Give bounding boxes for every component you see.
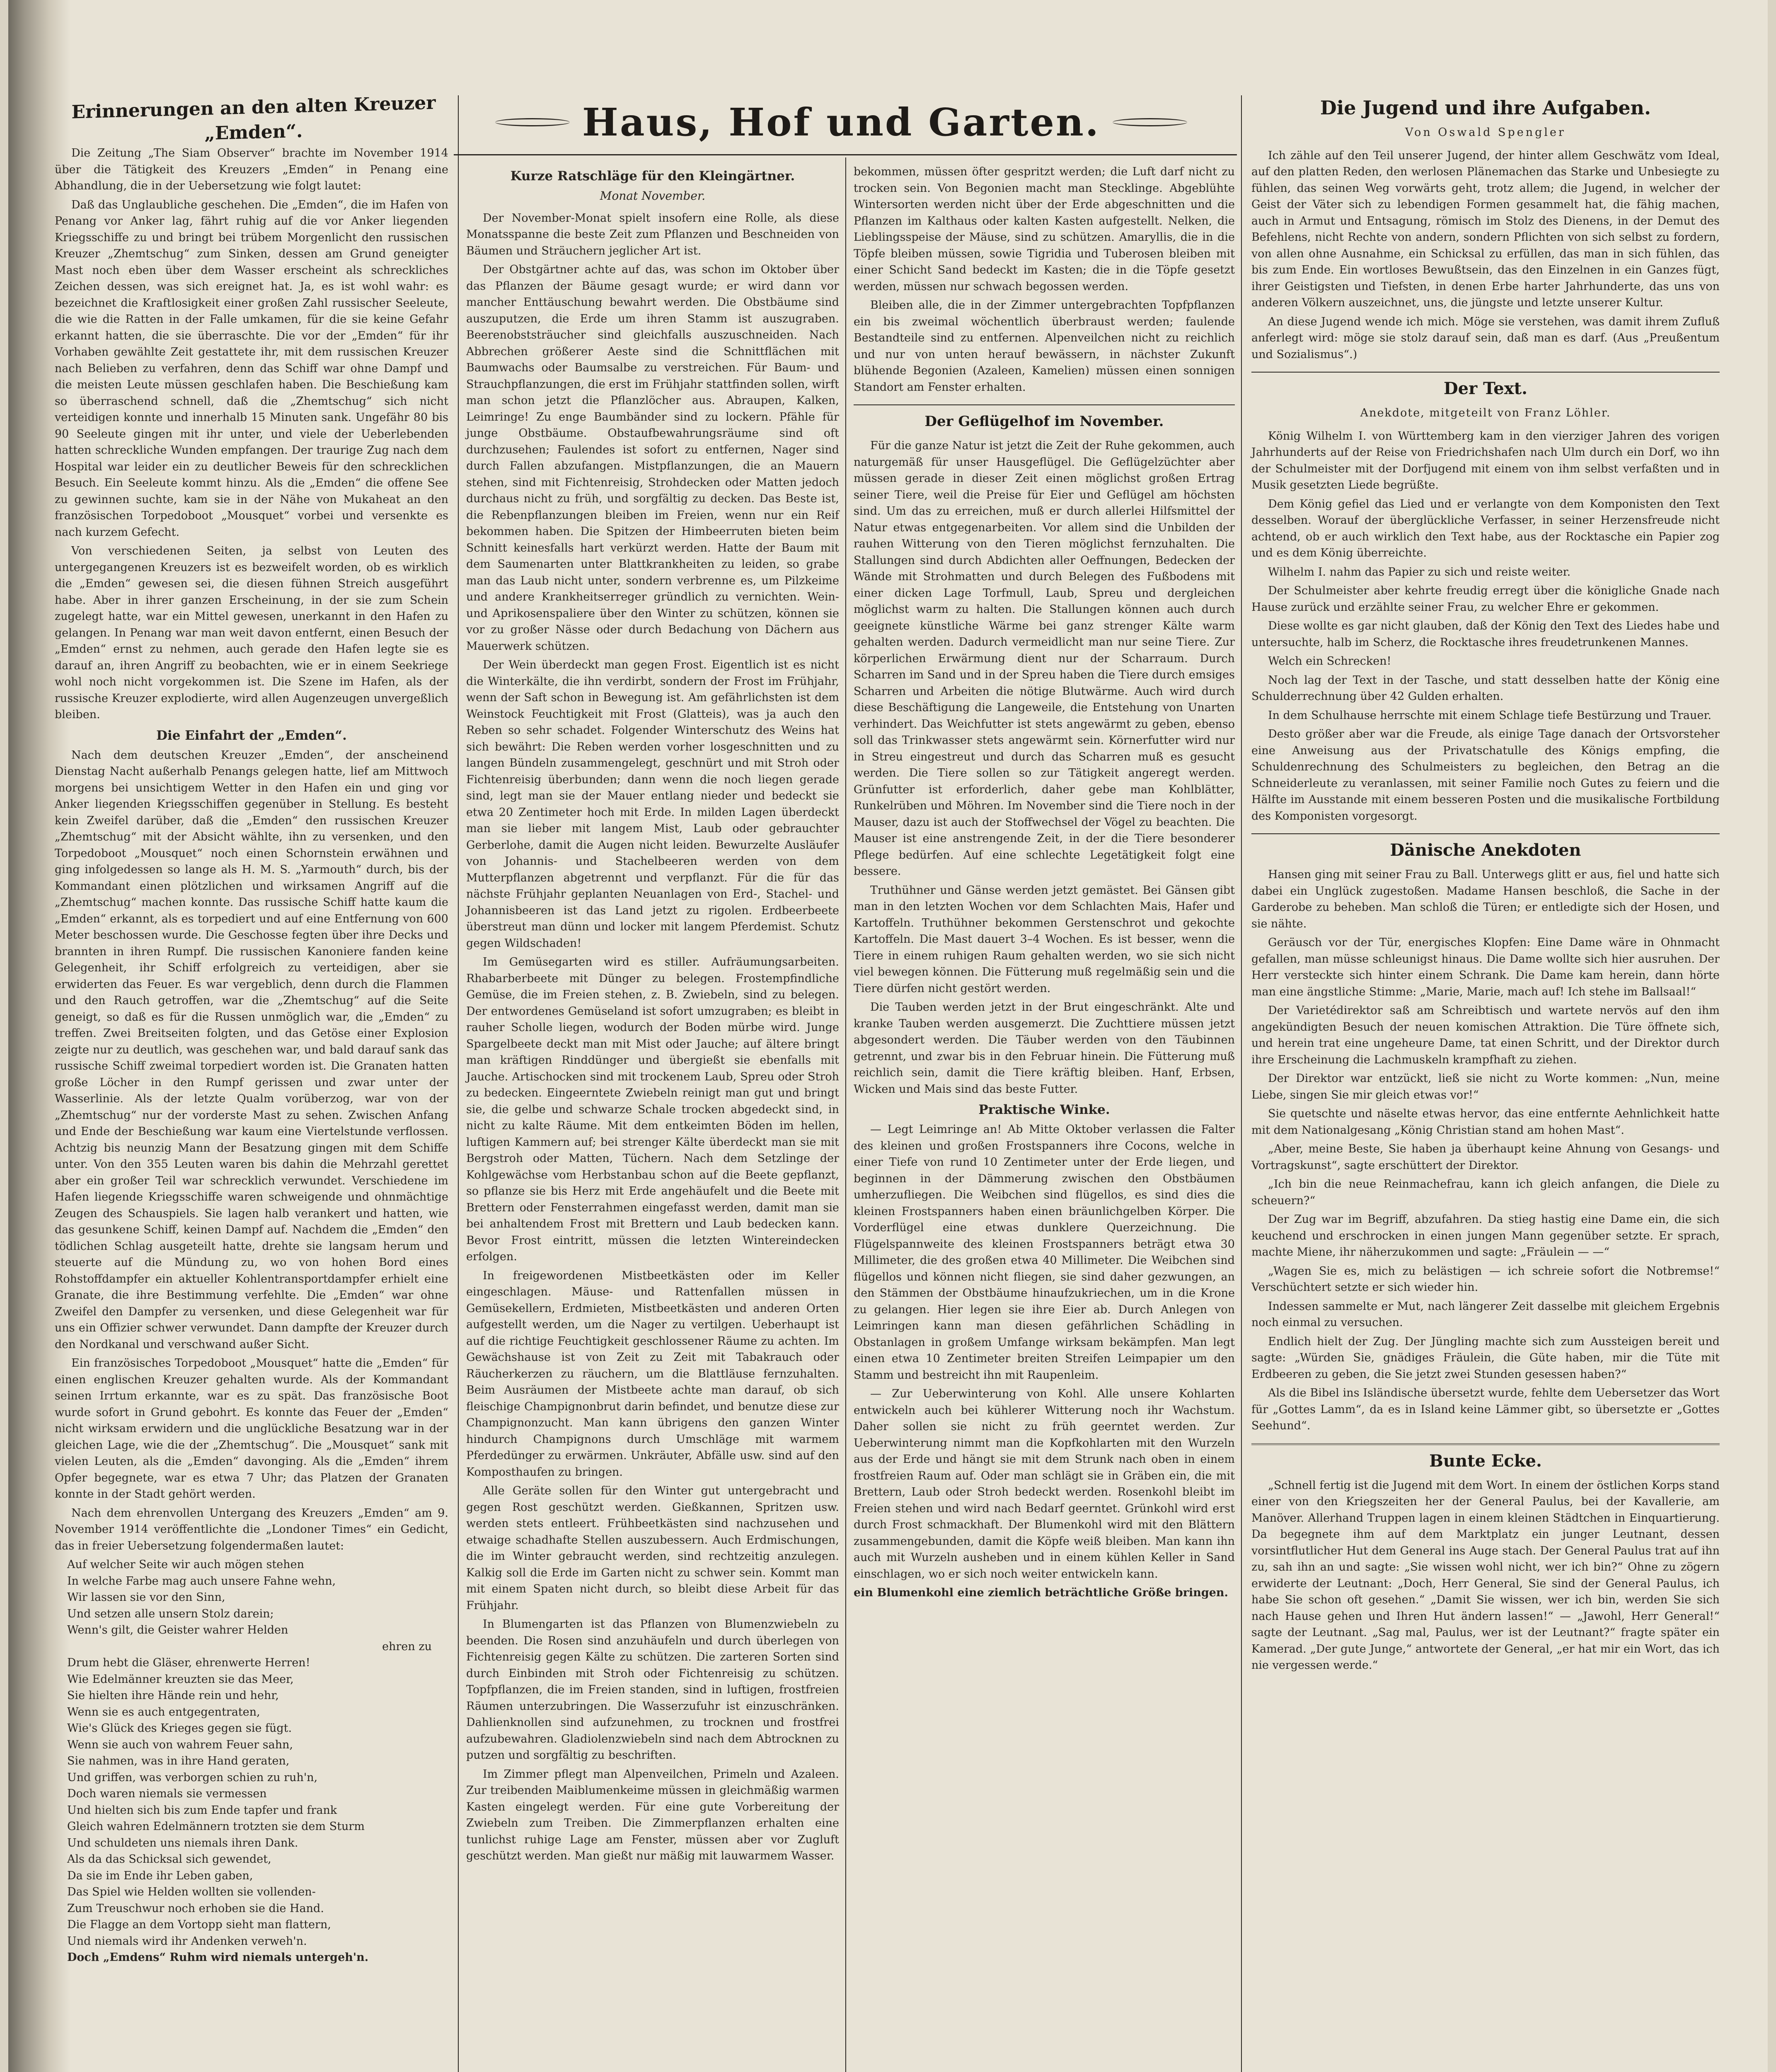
paragraph: Bleiben alle, die in der Zimmer untergebrachten Topfpflanzen ein bis zweimal wöchentlich überbraust werden; faulende Bestandteile sind zu entfernen. Alpenveilchen nicht zu reichlich und nur von unten herauf bewässern, in nächster Zukunft blühende Begonien (Azaleen, Kamelien) müssen einen sonnigen Standort am Fenster erhalten. [854, 299, 1235, 394]
paragraph: An diese Jugend wende ich mich. Möge sie verstehen, was damit ihrem Zufluß anferlegt wird: möge sie stolz darauf sein, daß man es darf. (Aus „Preußentum und Sozialismus“.) [1251, 315, 1720, 361]
paragraph: „Schnell fertig ist die Jugend mit dem Wort. In einem der östlichen Korps stand einer von den Kriegszeiten her der General Paulus, bei der Kavallerie, am Manöver. Allerhand Truppen lagen in einem kleinen Städtchen in Einquartierung. Da begegnete ihm auf dem Marktplatz ein junger Leutnant, dessen vorsintflutlicher Hut dem General ins Auge stach. Der General Paulus trat auf ihn zu, sah ihn an und sagte: „Sie wissen wohl nicht, wer ich bin?“ Ohne zu zögern erwiderte der Leutnant: „Doch, Herr General, Sie sind der General Paulus, ich habe Sie schon oft gesehen.“ „Damit Sie wissen, wer ich bin, werden Sie sich nach Hause gehen und Ihren Hut ändern lassen!“ — „Jawohl, Herr General!“ sagte der Leutnant. „Sag mal, Paulus, wer ist der Leutnant?“ fragte später ein Kamerad. „Der gute Junge,“ antwortete der General, „er hat mir ein Wort, das ich nie vergessen werde.“ [1251, 1479, 1720, 1672]
poem-line: Und hielten sich bis zum Ende tapfer und frank [67, 1803, 337, 1817]
paragraph: Im Zimmer pflegt man Alpenveilchen, Primeln und Azaleen. Zur treibenden Maiblumenkeime müssen in gleichmäßig warmen Kasten eingelegt werden. Für eine gute Vorbereitung der Zwiebeln zum Treiben. Die Zimmerpflanzen erhalten eine tunlichst ruhige Lage am Fenster, müssen aber vor Zugluft geschützt werden. Man gießt nur mäßig mit lauwarmem Wasser. [466, 1767, 839, 1862]
paragraph: Von verschiedenen Seiten, ja selbst von Leuten des untergegangenen Kreuzers ist es bezweifelt worden, ob es wirklich die „Emden“ gewesen sei, die diesen fühnen Streich ausgeführt habe. Aber in ihrer ganzen Erscheinung, in der sie zum Schein zugelegt hatte, war ein Mittel gewesen, unerkannt in den Hafen zu gelangen. In Penang war man weit davon entfernt, einen Besuch der „Emden“ ernst zu nehmen, auch gerade den Hafen legte sie es darauf an, ihren Angriff zu beobachten, wie er in einem Seekriege wohl noch nicht vorgekommen ist. Die Szene im Hafen, als der russische Kreuzer explodierte, wird allen Augenzeugen unvergeßlich bleiben. [55, 545, 448, 721]
column-emden [55, 145, 448, 1966]
paragraph: Im Gemüsegarten wird es stiller. Aufräumungsarbeiten. Rhabarberbeete mit Dünger zu belegen. Frostempfindliche Gemüse, die im Freien stehen, z. B. Zwiebeln, sind zu belegen. Der entwordenes Gemüseland ist sofort umzugraben; es bleibt in rauher Scholle liegen, wodurch der Boden mürbe wird. Junge Spargelbeete deckt man mit Mist oder Jauche; auf ältere bringt man kräftigen Rinddünger und übergießt sie ebenfalls mit Jauche. Artischocken sind mit trockenem Laub, Spreu oder Stroh zu bedecken. Eingeerntete Zwiebeln reinigt man gut und bringt sie, die gelbe und schwarze Schale trocken abgedeckt sind, in nicht zu kalte Räume. Mit dem entkeimten Böden im hellen, luftigen Kammern auf; bei strenger Kälte überdeckt man sie mit Bergstroh oder Matten, Tüchern. Nach dem Setzlinge der Kohlgewächse vom Herbstanbau schon auf die Beete gepflanzt, so pflanze sie bis Herz mit Erde angehäufelt und die Beete mit Brettern oder Fensterrahmen eingefasst werden, damit man sie bei anhaltendem Frost mit Brettern und Laub bedecken kann. Bevor Frost eintritt, müssen die letzten Wintereindecken erfolgen. [466, 956, 839, 1263]
poem-line: Zum Treuschwur noch erhoben sie die Hand. [67, 1902, 324, 1915]
paragraph: Welch ein Schrecken! [1268, 655, 1391, 668]
paragraph: Dem König gefiel das Lied und er verlangte von dem Komponisten den Text desselben. Worauf der überglückliche Verfasser, in seiner Herzensfreude nicht achtend, ob er auch wirklich den Text habe, aus der Rocktasche ein Papier zog und es dem König überreichte. [1251, 497, 1720, 559]
paragraph: Der Varietédirektor saß am Schreibtisch und wartete nervös auf den ihm angekündigten Besuch der neuen komischen Attraktion. Die Türe öffnete sich, und herein trat eine ungeheure Dame, tat einen Schritt, und der Direktor durch ihre Erscheinung die Lachmuskeln krampfhaft zu ziehen. [1251, 1004, 1720, 1066]
paragraph: bekommen, müssen öfter gespritzt werden; die Luft darf nicht zu trocken sein. Von Begonien macht man Stecklinge. Abgeblühte Wintersorten werden nicht über der Erde abgeschnitten und die Pflanzen im Kalthaus oder kalten Kasten aufgestellt. Nelken, die Lieblingsspeise der Mäuse, sind zu schützen. Amaryllis, die in die Töpfe bleiben müssen, sowie Tigridia und Tuberosen bleiben mit einer Schicht Sand bedeckt im Kasten; die in die Töpfe gesetzt werden, müssen nur schwach begossen werden. [854, 165, 1235, 293]
masthead-title: Haus, Hof und Garten. [582, 100, 1100, 145]
paragraph: In dem Schulhause herrschte mit einem Schlage tiefe Bestürzung und Trauer. [1268, 709, 1712, 722]
article-heading-jugend: Die Jugend und ihre Aufgaben. [1320, 97, 1651, 119]
article-heading-daenische-anekdoten: Dänische Anekdoten [1251, 833, 1720, 861]
poem-line: Wenn sie auch von wahrem Feuer sahn, [67, 1738, 293, 1751]
paragraph: „Wagen Sie es, mich zu belästigen — ich schreie sofort die Notbremse!“ Verschüchtert setzte er sich wieder hin. [1251, 1264, 1720, 1294]
sub-heading-praktische-winke: Praktische Winke. [978, 1102, 1110, 1117]
paragraph: König Wilhelm I. von Württemberg kam in den vierziger Jahren des vorigen Jahrhunderts auf der Reise von Friedrichshafen nach Ulm durch ein Dorf, wo ihn der Schulmeister mit der Dorfjugend mit einem von ihm selbst verfaßten und in Musik gesetzten Liede begrüßte. [1251, 429, 1720, 491]
poem-line: Drum hebt die Gläser, ehrenwerte Herren! [67, 1656, 310, 1669]
poem-line: Das Spiel wie Helden wollten sie vollenden- [67, 1886, 316, 1898]
poem-line: ehren zu [382, 1640, 432, 1653]
poem-line: Wir lassen sie vor den Sinn, [67, 1591, 225, 1604]
byline: Von Oswald Spengler [1405, 126, 1566, 139]
section-masthead [448, 87, 1235, 157]
paragraph: Nach dem ehrenvollen Untergang des Kreuzers „Emden“ am 9. November 1914 veröffentlichte die „Londoner Times“ ein Gedicht, das in freier Uebersetzung folgendermaßen lautet: [55, 1506, 448, 1552]
paragraph: Nach dem deutschen Kreuzer „Emden“, der anscheinend Dienstag Nacht außerhalb Penangs gelegen hatte, lief am Mittwoch morgens bei unsichtigem Wetter in den Hafen ein und ging vor Anker liegenden Kriegsschiffen gegenüber in Stellung. Es besteht kein Zweifel darüber, daß die „Emden“ den russischen Kreuzer „Zhemtschug“ mit der Absicht wählte, ihn zu versenken, und den Torpedoboot „Mousquet“ noch einen Schornstein erwähnen und ging infolgedessen so lange als H. M. S. „Yarmouth“ durch, bis der Kommandant einen plötzlichen und wirksamen Angriff auf die „Zhemtschug“ machen konnte. Das russische Schiff hatte kaum die „Emden“ erkannt, als es torpediert und auf eine Entfernung von 600 Meter beschossen wurde. Die Geschosse fegten über ihre Decks und brannten in ihren Rumpf. Die russischen Kanoniere fanden keine Gelegenheit, ihr Schiff erfolgreich zu verteidigen, aber sie erwiderten das Feuer. Es war vergeblich, denn durch die Flammen und den Rauch getroffen, war die „Zhemtschug“ auf die Seite geneigt, so daß es für die Russen unmöglich war, die „Emden“ zu treffen. Zwei Breitseiten folgten, und das Getöse einer Explosion zeigte nur zu deutlich, was geschehen war, und bald darauf sank das russische Schiff zweimal torpediert worden ist. Die Granaten hatten große Löcher in den Rumpf gerissen und zwar unter der Wasserlinie. Als der letzte Qualm vorüberzog, war von der „Zhemtschug“ nur der vorderste Mast zu sehen. Zwischen Anfang und Ende der Beschießung war kaum eine Viertelstunde verflossen. Achtzig bis neunzig Mann der Besatzung gingen mit dem Schiffe unter. Von den 355 Leuten waren bis dahin die Mehrzahl gerettet aber ein großer Teil war schrecklich verwundet. Verschiedene im Hafen liegende Kriegsschiffe waren schweigende und ohnmächtige Zeugen des Schauspiels. Sie lagen halb verankert und hatten, wie das gesunkene Schiff, keinen Dampf auf. Nachdem die „Emden“ den tödlichen Schlag ausgeteilt hatte, drehte sie langsam herum und steuerte auf die Mündung zu, wo von hohen Bord eines Rohstoffdampfer ein aktueller Kohlentransportdampfer erhielt eine Granate, die ihre Bestimmung verfehlte. Die „Emden“ war ohne Zweifel den Dampfer zu versenken, und diese Gelegenheit war für uns ein Offizier schwer verwundet. Dann dampfte der Kreuzer durch den Nordkanal und verschwand außer Sicht. [55, 748, 448, 1351]
paragraph: Geräusch vor der Tür, energisches Klopfen: Eine Dame wäre in Ohnmacht gefallen, man müsse schleunigst hinaus. Die Dame wollte sich hier ausruhen. Der Herr versteckte sich hinter einem Schrank. Die Dame kam herein, dann hörte man eine ängstliche Stimme: „Marie, Marie, mach auf! Ich stehe im Ballsaal!“ [1251, 936, 1720, 998]
poem-line: Gleich wahren Edelmännern trotzten sie dem Sturm [67, 1820, 365, 1833]
poem-line: Wie's Glück des Krieges gegen sie fügt. [67, 1722, 292, 1735]
article-heading-text: Der Text. [1251, 372, 1720, 399]
byline: Anekdote, mitgeteilt von Franz Löhler. [1360, 407, 1611, 419]
column-garden-advice [466, 164, 839, 1867]
paragraph: Endlich hielt der Zug. Der Jüngling machte sich zum Aussteigen bereit und sagte: „Würden Sie, gnädiges Fräulein, die Güte haben, mir die Tüte mit Erdbeeren zu geben, die Sie jetzt zwei Stunden gesessen haben?“ [1251, 1335, 1720, 1381]
paragraph: Noch lag der Text in der Tasche, und statt desselben hatte der König eine Schulderrechnung über 42 Gulden erhalten. [1251, 673, 1720, 703]
poem-line: Wenn's gilt, die Geister wahrer Helden [67, 1624, 288, 1636]
poem-line: Und setzen alle unsern Stolz darein; [67, 1607, 274, 1620]
ornament-left [495, 118, 570, 126]
paragraph: Wilhelm I. nahm das Papier zu sich und reiste weiter. [1268, 565, 1571, 579]
paragraph: Truthühner und Gänse werden jetzt gemästet. Bei Gänsen gibt man in den letzten Wochen vor dem Schlachten Mais, Hafer und Kartoffeln. Truthühner bekommen Gerstenschrot und gekochte Kartoffeln. Die Mast dauert 3–4 Wochen. Es ist besser, wenn die Tiere in einem ruhigen Raum gehalten werden, wo sie sich nicht viel bewegen können. Die Fütterung muß regelmäßig sein und die Tiere dürfen nicht gestört werden. [854, 884, 1235, 995]
poem-line: Die Flagge an dem Vortopp sieht man flattern, [67, 1918, 331, 1931]
paragraph: Desto größer aber war die Freude, als einige Tage danach der Ortsvorsteher eine Anweisung aus der Privatschatulle des Königs empfing, die Schuldenrechnung des Schulmeisters zu begleichen, den Betrag an die Schneiderleute zu veranlassen, mit seiner Familie noch Gutes zu feiern und die Hälfte im Ausstande mit einem besseren Posten und die musikalische Fortbildung des Komponisten vorgesorgt. [1251, 728, 1720, 823]
poem-line: Als da das Schicksal sich gewendet, [67, 1853, 271, 1866]
article-heading-kleingaertner: Kurze Ratschläge für den Kleingärtner. [510, 169, 795, 184]
paragraph: Der Direktor war entzückt, ließ sie nicht zu Worte kommen: „Nun, meine Liebe, singen Sie mir gleich etwas vor!“ [1251, 1072, 1720, 1101]
paragraph: „Ich bin die neue Reinmachefrau, kann ich gleich anfangen, die Diele zu scheuern?“ [1251, 1178, 1720, 1207]
paragraph: Der Wein überdeckt man gegen Frost. Eigentlich ist es nicht die Winterkälte, die ihn verdirbt, sondern der Frost im Frühjahr, wenn der Saft schon in Bewegung ist. Am gefährlichsten ist dem Weinstock Feuchtigkeit mit Frost (Glatteis), was ja auch den Reben so sehr schadet. Folgender Winterschutz des Weins hat sich bewährt: Die Reben werden vorher losgeschnitten und zu langen Bündeln zusammengelegt, geschnürt und mit Stroh oder Fichtenreisig überbunden; dann wenn die noch liegen gerade sind, legt man sie der Mauer entlang nieder und bedeckt sie etwa 20 Zentimeter hoch mit Erde. In milden Lagen überdeckt man sie lieber mit langem Mist, Laub oder gebrauchter Gerberlohe, damit die Augen nicht leiden. Bewurzelte Ausläufer von Johannis- und Stachelbeeren werden von dem Mutterpflanzen abgetrennt und verpflanzt. Für die für das nächste Frühjahr geplanten Neuanlagen von Erd-, Stachel- und Johannisbeeren ist das Land jetzt zu rigolen. Erdbeerbeete überstreut man dünn und locker mit langem Pferdemist. Schutz gegen Wildschaden! [466, 658, 839, 950]
poem-line: Wenn sie es auch entgegentraten, [67, 1705, 260, 1719]
poem-line-final: Doch „Emdens“ Ruhm wird niemals untergeh'n. [67, 1951, 369, 1964]
sub-heading: Die Einfahrt der „Emden“. [156, 728, 347, 743]
paragraph: Für die ganze Natur ist jetzt die Zeit der Ruhe gekommen, auch naturgemäß für unser Hausgeflügel. Die Geflügelzüchter aber müssen gerade in dieser Zeit einen möglichst großen Ertrag seiner Tiere, weil die Preise für Eier und Geflügel am höchsten sind. Um das zu erreichen, muß er durch allerlei Hilfsmittel der Natur etwas entgegenarbeiten. Vor allem sind die Unbilden der rauhen Witterung von den Tieren möglichst fernzuhalten. Die Stallungen sind durch Abdichten aller Oeffnungen, Bedecken der Wände mit Strohmatten und durch Belegen des Fußbodens mit einer dicken Lage Torfmull, Laub, Spreu und dergleichen möglichst warm zu halten. Die Stallungen können auch durch geeignete künstliche Wärme bei ganz strenger Kälte warm gehalten werden. Dadurch vermeidlicht man nur seine Tiere. Zur körperlichen Erwärmung dient nur der Scharraum. Durch Scharren im Sand und in der Spreu haben die Tiere durch emsiges Scharren und Arbeiten die nötige Blutwärme. Auch wird durch diese Beschäftigung die Langeweile, die Entstehung von Unarten verhindert. Das Weichfutter ist stets angewärmt zu geben, ebenso soll das Trinkwasser stets angewärmt sein. Körnerfutter wird nur in Streu eingestreut und durch das Scharren muß es gesucht werden. Die Tiere sollen so zur Tätigkeit angeregt werden. Grünfutter ist erforderlich, daher gebe man Kohlblätter, Runkelrüben und Möhren. Im November sind die Tiere noch in der Mauser, dazu ist auch der Stoffwechsel der Vögel zu beachten. Die Mauser ist eine anstrengende Zeit, in der die Tiere besonderer Pflege bedürfen. Auf eine schlechte Legetätigkeit folgt eine bessere. [854, 439, 1235, 878]
paragraph-closing: ein Blumenkohl eine ziemlich beträchtliche Größe bringen. [854, 1586, 1228, 1599]
ornament-right [1113, 118, 1187, 126]
paragraph: Sie quetschte und näselte etwas hervor, das eine entfernte Aehnlichkeit hatte mit dem Nationalgesang „König Christian stand am hohen Mast“. [1251, 1107, 1720, 1137]
paragraph: Ein französisches Torpedoboot „Mousquet“ hatte die „Emden“ für einen englischen Kreuzer gehalten wurde. Als der Kommandant seinen Irrtum erkannte, war es zu spät. Das französische Boot wurde sofort in Grund gebohrt. Es konnte das Feuer der „Emden“ nicht wirksam erwidern und die unglückliche Besatzung war in der gleichen Lage, wie die der „Zhemtschug“. Die „Mousquet“ sank mit vielen Leuten, als die „Emden“ davonging. Als die „Emden“ ihrem Opfer begegnete, war es etwa 7 Uhr; das Platzen der Granaten konnte in der Stadt gehört werden. [55, 1357, 448, 1501]
article-subheading: Monat November. [600, 189, 706, 203]
paragraph: Der Obstgärtner achte auf das, was schon im Oktober über das Pflanzen der Bäume gesagt wurde; er wird dann vor mancher Enttäuschung bewahrt werden. Die Obstbäume sind auszuputzen, die Erde um ihren Stamm ist auszugraben. Beerenobststräucher sind gleichfalls auszuschneiden. Nach Abbrechen größerer Aeste sind die Schnittflächen mit Baumwachs oder Baumsalbe zu verstreichen. Für Baum- und Strauchpflanzungen, die erst im Frühjahr stattfinden sollen, wirft man schon jetzt die Pflanzlöcher aus. Abraupen, Kalken, Leimringe! Zu enge Baumbänder sind zu lockern. Pfähle für junge Obstbäume. Obstaufbewahrungsräume sind oft durchzusehen; Faulendes ist sofort zu entfernen, Nager sind durch Fallen abzufangen. Mistpflanzungen, die an Mauern stehen, sind mit Fichtenreisig, Strohdecken oder Matten jedoch durchaus nicht zu früh, und sorgfältig zu decken. Das Beste ist, die Rebenpflanzungen bleiben im Freien, wenn nur ein Reif bekommen haben. Die Spitzen der Himbeerruten bieten beim Schnitt keinesfalls hart verkürzt werden. Hatte der Baum mit dem Saumenarten unter Blattkrankheiten zu leiden, so grabe man das Laub nicht unter, sondern verbrenne es, um Pilzkeime und andere Krankheitserreger gründlich zu vernichten. Wein- und Aprikosenspaliere über den Winter zu schützen, können sie vor zu großer Nässe oder durch Bedachung von Dächern aus Mauerwerk schützen. [466, 263, 839, 653]
paragraph: In freigewordenen Mistbeetkästen oder im Keller eingeschlagen. Mäuse- und Rattenfallen müssen in Gemüsekellern, Erdmieten, Mistbeetkästen und anderen Orten aufgestellt werden, um die Nager zu vertilgen. Ueberhaupt ist auf die richtige Feuchtigkeit geschlossener Räume zu achten. Im Gewächshause ist von Zeit zu Zeit mit Tabakrauch oder Räucherkerzen zu räuchern, um die Blattläuse fernzuhalten. Beim Ausräumen der Mistbeete achte man darauf, ob sich fleischige Champignonbrut darin befindet, und benutze diese zur Champignonzucht. Man kann übrigens den ganzen Winter hindurch Champignons durch Umschläge mit warmem Pferdedünger zu erwärmen. Unkräuter, Abfälle usw. sind auf den Komposthaufen zu bringen. [466, 1269, 839, 1479]
paragraph: Ich zähle auf den Teil unserer Jugend, der hinter allem Geschwätz vom Ideal, auf den platten Reden, den werlosen Plänemachen das Starke und Unbesiegte zu fühlen, das seinen Weg vorwärts geht, trotz allem; die Jugend, in welcher der Geist der Väter sich zu lebendigen Formen gesammelt hat, die fähig machen, auch in Armut und Entsagung, römisch im Stolz des Dienens, in der Demut des Befehlens, nicht Rechte von andern, sondern Pflichten von sich selbst zu fordern, von allen ohne Ausnahme, ein Schicksal zu erfüllen, das man in sich fühlen, das bis zum Ende. Ein wortloses Bewußtsein, das den Einzelnen in ein Ganzes fügt, ihrer Geistigsten und Tiefsten, in denen Erbe harter Jahrhunderte, das uns von anderen Völkern auszeichnet, uns, die jüngste und letzte unserer Kultur. [1251, 149, 1720, 309]
paragraph: Der Zug war im Begriff, abzufahren. Da stieg hastig eine Dame ein, die sich keuchend und erschrocken in einen jungen Mann gegenüber setzte. Er sprach, machte Miene, ihr näherzukommen und sagte: „Fräulein — —“ [1251, 1213, 1720, 1259]
poem-line: Sie hielten ihre Hände rein und hehr, [67, 1689, 279, 1702]
poem-line: Und schuldeten uns niemals ihren Dank. [67, 1836, 298, 1849]
paragraph: „Aber, meine Beste, Sie haben ja überhaupt keine Ahnung von Gesangs- und Vortragskunst“, sagte erschüttert der Direktor. [1251, 1143, 1720, 1172]
poem-line: Sie nahmen, was in ihre Hand geraten, [67, 1755, 290, 1767]
paragraph: — Zur Ueberwinterung von Kohl. Alle unsere Kohlarten entwickeln auch bei kühlerer Witterung noch ihr Wachstum. Daher sollen sie nicht zu früh geerntet werden. Zur Ueberwinterung nimmt man die Kopfkohlarten mit den Wurzeln aus der Erde und hängt sie mit dem Strunk nach oben in einem frostfreien Raum auf. Oder man schlägt sie in Gräben ein, die mit Brettern, Laub oder Stroh bedeckt werden. Rosenkohl bleibt im Freien stehen und wird nach Bedarf geerntet. Grünkohl wird erst durch Frost schmackhaft. Der Blumenkohl wird mit den Blättern zusammengebunden, damit die Köpfe weiß bleiben. Man kann ihn auch mit Wurzeln ausheben und in einem kühlen Keller in Sand einschlagen, wo er sich noch weiter entwickeln kann. [854, 1387, 1235, 1581]
poem-line: In welche Farbe mag auch unsere Fahne wehn, [67, 1574, 336, 1588]
paragraph: Der November-Monat spielt insofern eine Rolle, als diese Monatsspanne die beste Zeit zum Pflanzen und Beschneiden von Bäumen und Sträuchern jeglicher Art ist. [466, 211, 839, 257]
article-heading-gefluegelhof: Der Geflügelhof im November. [854, 404, 1235, 432]
paragraph: Als die Bibel ins Isländische übersetzt wurde, fehlte dem Uebersetzer das Wort für „Gottes Lamm“, da es in Island keine Lämmer gibt, so übersetzte er „Gottes Seehund“. [1251, 1387, 1720, 1432]
paragraph: Indessen sammelte er Mut, nach längerer Zeit dasselbe mit gleichem Ergebnis noch einmal zu versuchen. [1251, 1300, 1720, 1329]
paragraph: Hansen ging mit seiner Frau zu Ball. Unterwegs glitt er aus, fiel und hatte sich dabei ein Unglück zugestoßen. Madame Hansen beschloß, die Sache in der Garderobe zu beheben. Man schloß die Türen; er entledigte sich der Hosen, und sie nähte. [1251, 868, 1720, 930]
article-heading-emden: Erinnerungen an den alten Kreuzer „Emden“. [71, 92, 436, 145]
poem-line: Und griffen, was verborgen schien zu ruh'n, [67, 1771, 318, 1784]
column-poultry [854, 164, 1235, 1604]
article-heading-bunte-ecke: Bunte Ecke. [1251, 1443, 1720, 1472]
paragraph: Daß das Unglaubliche geschehen. Die „Emden“, die im Hafen von Penang vor Anker lag, fährt ruhig auf die vor Anker liegenden Kriegsschiffe zu und bringt bei trübem Morgenlicht den russischen Kreuzer „Zhemtschug“ zum Sinken, dessen am Grund geneigter Mast noch eben über dem Wasser erscheint als schreckliches Zeichen dessen, was sich ereignet hat. Ja, es ist wohl wahr: es bezeichnet die Kraftlosigkeit einer großen Zahl russischer Seeleute, die wie die Ratten in der Falle umkamen, für die sie keine Gefahr erkannt hatten, die sie überraschte. Die vor der „Emden“ für ihr Vorhaben gewählte Zeit gestattete ihr, mit dem russischen Kreuzer nach Belieben zu verfahren, denn das Schiff war ohne Dampf und die meisten Leute müssen geschlafen haben. Die Beschießung kam so überraschend schnell, daß die „Zhemtschug“ sich nicht verteidigen konnte und innerhalb 15 Minuten sank. Ungefähr 80 bis 90 Seeleute gingen mit ihr unter, und viele der Ueberlebenden hatten schreckliche Wunden empfangen. Der traurige Zug nach dem Hospital war leider ein zu deutlicher Beweis für den schrecklichen Besuch. Ein Seeleute kommt hinzu. Als die „Emden“ die offene See zu gewinnen suchte, kam sie in der Nähe von Mukaheat an den französischen Torpedoboot „Mousquet“ vorbei und versenkte es nach kurzem Gefecht. [55, 198, 448, 539]
paragraph: Der Schulmeister aber kehrte freudig erregt über die königliche Gnade nach Hause zurück und erzählte seiner Frau, zu welcher Ehre er gekommen. [1251, 584, 1720, 614]
paragraph: — Legt Leimringe an! Ab Mitte Oktober verlassen die Falter des kleinen und großen Frostspanners ihre Cocons, welche in einer Tiefe von rund 10 Zentimeter unter der Erde liegen, und beginnen in der Dämmerung zwischen den Obstbäumen umherzufliegen. Die Weibchen sind flügellos, es sind dies die kleinen Frostspanners haben einen bräunlichgelben Körper. Die Vorderflügel eine etwas dunklere Querzeichnung. Die Flügelspannweite des kleinen Frostspanners beträgt etwa 30 Millimeter, die des großen etwa 40 Millimeter. Die Weibchen sind flügellos und können nicht fliegen, sie sind daher gezwungen, an den Stämmen der Obstbäume hinaufzukriechen, um in die Krone zu gelangen. Hier legen sie ihre Eier ab. Durch Anlegen von Leimringen kann man diesen gefährlichen Schädling in Obstanlagen in großem Umfange wirksam bekämpfen. Man legt einen etwa 10 Zentimeter breiten Streifen Leimpapier um den Stamm und bestreicht ihn mit Raupenleim. [854, 1123, 1235, 1382]
column-divider-3 [1241, 95, 1242, 2072]
poem-line: Doch waren niemals sie vermessen [67, 1787, 267, 1800]
poem-line: Und niemals wird ihr Andenken verweh'n. [67, 1934, 307, 1948]
masthead-rule [454, 154, 1237, 155]
paragraph: Die Zeitung „The Siam Observer“ brachte im November 1914 über die Tätigkeit des Kreuzers „Emden“ in Penang eine Abhandlung, die in der Uebersetzung wie folgt lautet: [55, 147, 448, 192]
poem-line: Da sie im Ende ihr Leben gaben, [67, 1869, 253, 1882]
poem-line: Wie Edelmänner kreuzten sie das Meer, [67, 1673, 294, 1686]
poem [55, 1556, 448, 1966]
poem-line: Auf welcher Seite wir auch mögen stehen [67, 1558, 305, 1571]
column-divider-1 [458, 95, 459, 2072]
paragraph: Die Tauben werden jetzt in der Brut eingeschränkt. Alte und kranke Tauben werden ausgemerzt. Die Zuchttiere müssen jetzt abgesondert werden. Die Täuber werden von den Täubinnen getrennt, und zwar bis in den Februar hinein. Die Fütterung muß reichlich sein, damit die Tiere kräftig bleiben. Hanf, Erbsen, Wicken und Mais sind das beste Futter. [854, 1001, 1235, 1096]
paragraph: In Blumengarten ist das Pflanzen von Blumenzwiebeln zu beenden. Die Rosen sind anzuhäufeln und durch überlegen von Fichtenreisig gegen Kälte zu schützen. Die zarteren Sorten sind durch Einbinden mit Stroh oder Fichtenreisig zu schützen. Topfpflanzen, die im Freien standen, sind in luftigen, frostfreien Räumen unterzubringen. Die Wasserzufuhr ist einzuschränken. Dahlienknollen sind aufzunehmen, zu trocknen und frostfrei aufzubewahren. Gladiolenzwiebeln sind nach dem Abtrocknen zu putzen und sorgfältig zu beschriften. [466, 1618, 839, 1762]
column-right [1251, 124, 1720, 1676]
paragraph: Alle Geräte sollen für den Winter gut untergebracht und gegen Rost geschützt werden. Gießkannen, Spritzen usw. werden stets entleert. Frühbeetkästen sind nachzusehen und etwaige schadhafte Stellen auszubessern. Auch Erdmischungen, die im Winter gebraucht werden, sind rechtzeitig anzulegen. Kalkig soll die Erde im Garten nicht zu schwer sein. Kommt man mit einem Spaten nicht durch, so bleibt diese Arbeit für das Frühjahr. [466, 1484, 839, 1612]
column-divider-2 [845, 157, 846, 2072]
paragraph: Diese wollte es gar nicht glauben, daß der König den Text des Liedes habe und untersuchte, halb im Scherz, die Rocktasche ihres freudetrunkenen Mannes. [1251, 620, 1720, 649]
newspaper-page [8, 0, 1768, 2072]
